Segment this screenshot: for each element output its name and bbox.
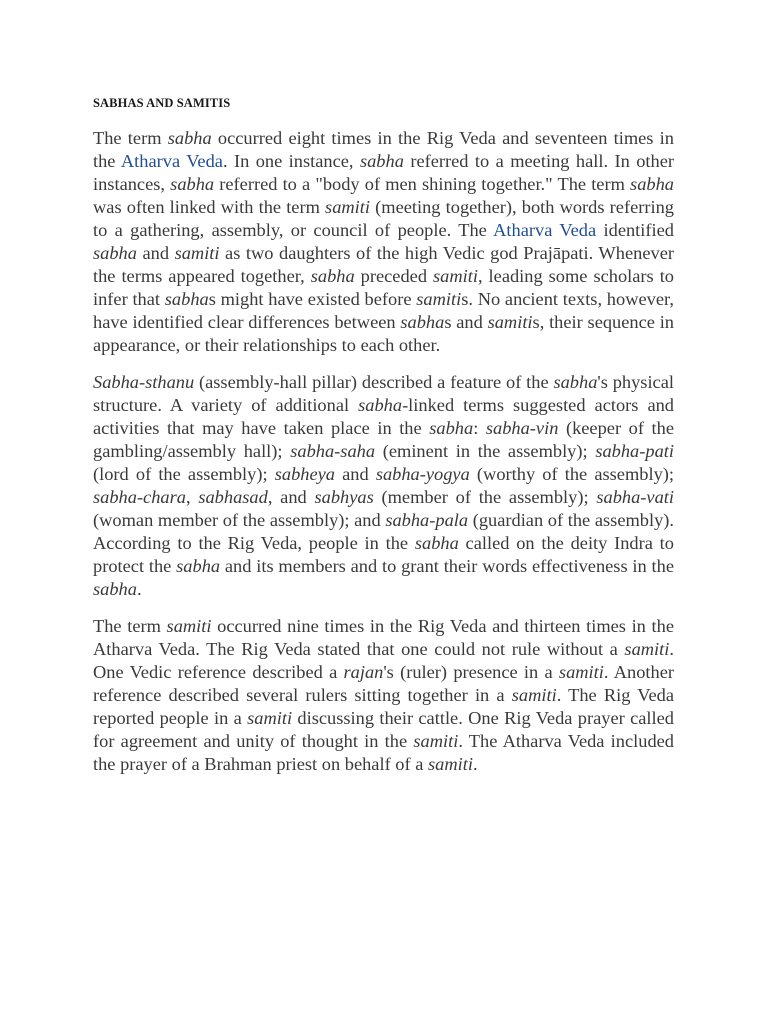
text-segment: (lord of the assembly); <box>93 464 275 484</box>
italic-term: sabha-chara <box>93 487 186 507</box>
text-segment: . <box>472 754 478 774</box>
text-segment: (woman member of the assembly); and <box>93 510 386 530</box>
text-segment: , <box>185 487 199 507</box>
italic-term: sabheya <box>274 464 335 484</box>
text-segment: occurred nine times in the Rig Veda and thirteen times in the Atharva Veda. The Rig Veda stated that one could not rule without a <box>93 616 674 659</box>
text-segment: (keeper of the gambling/assembly hall); <box>93 418 674 461</box>
italic-term: samiti <box>166 616 212 636</box>
text-segment: (assembly-hall pillar) described a feature of the <box>194 372 554 392</box>
italic-term: sabha-vati <box>596 487 674 507</box>
text-segment: -linked terms suggested actors and activities that may have taken place in the <box>93 395 674 438</box>
italic-term: samiti <box>413 731 459 751</box>
italic-term: sabha <box>310 266 355 286</box>
italic-term: samiti <box>174 243 220 263</box>
text-segment: . The Atharva Veda included the prayer of a Brahman priest on behalf of a <box>93 731 674 774</box>
italic-term: sabha <box>429 418 474 438</box>
inline-link[interactable]: Atharva Veda <box>493 220 597 240</box>
text-segment: The term <box>93 616 167 636</box>
text-segment: . One Vedic reference described a <box>93 639 674 682</box>
paragraph-samiti <box>93 615 674 776</box>
italic-term: samiti <box>624 639 670 659</box>
italic-term: sabha <box>358 395 403 415</box>
italic-term: sabha <box>167 128 212 148</box>
text-segment: (member of the assembly); <box>373 487 597 507</box>
text-segment: and <box>335 464 376 484</box>
text-segment: (eminent in the assembly); <box>375 441 596 461</box>
text-segment: . The Rig Veda reported people in a <box>93 685 675 728</box>
italic-term: sabha <box>176 556 221 576</box>
text-segment: (worthy of the assembly); <box>469 464 674 484</box>
italic-term: samiti <box>487 312 533 332</box>
text-segment: discussing their cattle. One Rig Veda prayer called for agreement and unity of thought in the <box>93 708 674 751</box>
italic-term: sabha <box>170 174 215 194</box>
text-segment: 's physical structure. A variety of additional <box>93 372 674 415</box>
text-segment: 's (ruler) presence in a <box>383 662 559 682</box>
italic-term: sabha-vin <box>485 418 559 438</box>
inline-link[interactable]: Atharva Veda <box>120 151 223 171</box>
text-segment: s might have existed before <box>208 289 417 309</box>
document-page <box>93 96 674 790</box>
italic-term: sabha <box>93 243 137 263</box>
text-segment: s, their sequence in appearance, or their relationships to each other. <box>93 312 675 355</box>
italic-term: Sabha-sthanu <box>93 372 195 392</box>
text-segment: s. No ancient texts, however, have identified clear differences between <box>93 289 674 332</box>
text-segment: . Another reference described several rulers sitting together in a <box>93 662 674 705</box>
italic-term: samiti <box>511 685 557 705</box>
text-segment: referred to a "body of men shining together." The term <box>214 174 631 194</box>
text-segment: (meeting together), both words referring to a gathering, assembly, or council of people. The <box>93 197 674 240</box>
italic-term: sabha <box>359 151 404 171</box>
italic-term: sabhyas <box>314 487 374 507</box>
italic-term: sabha-pala <box>385 510 469 530</box>
italic-term: sabha-pati <box>595 441 674 461</box>
text-segment: and <box>136 243 175 263</box>
italic-term: sabha-saha <box>290 441 376 461</box>
italic-term: sabha <box>164 289 209 309</box>
text-segment: and its members and to grant their words effectiveness in the <box>220 556 674 576</box>
text-segment: , leading some scholars to infer that <box>93 266 674 309</box>
text-segment: was often linked with the term <box>93 197 326 217</box>
paragraph-sabha-terms <box>93 371 674 601</box>
italic-term: samiti <box>433 266 478 286</box>
text-segment: . In one instance, <box>222 151 360 171</box>
text-segment: , and <box>267 487 315 507</box>
paragraph-sabha-intro <box>93 127 674 357</box>
text-segment: The term <box>93 128 168 148</box>
text-segment: s and <box>444 312 488 332</box>
italic-term: sabha <box>93 579 137 599</box>
italic-term: samiti <box>247 708 293 728</box>
italic-term: samiti <box>416 289 462 309</box>
italic-term: rajan <box>343 662 384 682</box>
italic-term: sabha <box>630 174 674 194</box>
italic-term: sabha <box>400 312 445 332</box>
italic-term: sabha <box>414 533 459 553</box>
text-segment: called on the deity Indra to protect the <box>93 533 674 576</box>
italic-term: sabha <box>553 372 598 392</box>
italic-term: samiti <box>558 662 604 682</box>
italic-term: sabhasad <box>198 487 268 507</box>
text-segment: (guardian of the assembly). According to the Rig Veda, people in the <box>93 510 675 553</box>
italic-term: samiti <box>427 754 473 774</box>
text-segment: occurred eight times in the Rig Veda and seventeen times in the <box>93 128 674 171</box>
text-segment: . <box>136 579 142 599</box>
text-segment: identified <box>596 220 674 240</box>
document-heading: SABHAS AND SAMITIS <box>93 96 231 110</box>
text-segment: : <box>473 418 486 438</box>
italic-term: samiti <box>325 197 370 217</box>
italic-term: sabha-yogya <box>375 464 470 484</box>
text-segment: as two daughters of the high Vedic god Prajāpati. Whenever the terms appeared together, <box>93 243 674 286</box>
text-segment: preceded <box>354 266 433 286</box>
text-segment: referred to a meeting hall. In other instances, <box>93 151 674 194</box>
